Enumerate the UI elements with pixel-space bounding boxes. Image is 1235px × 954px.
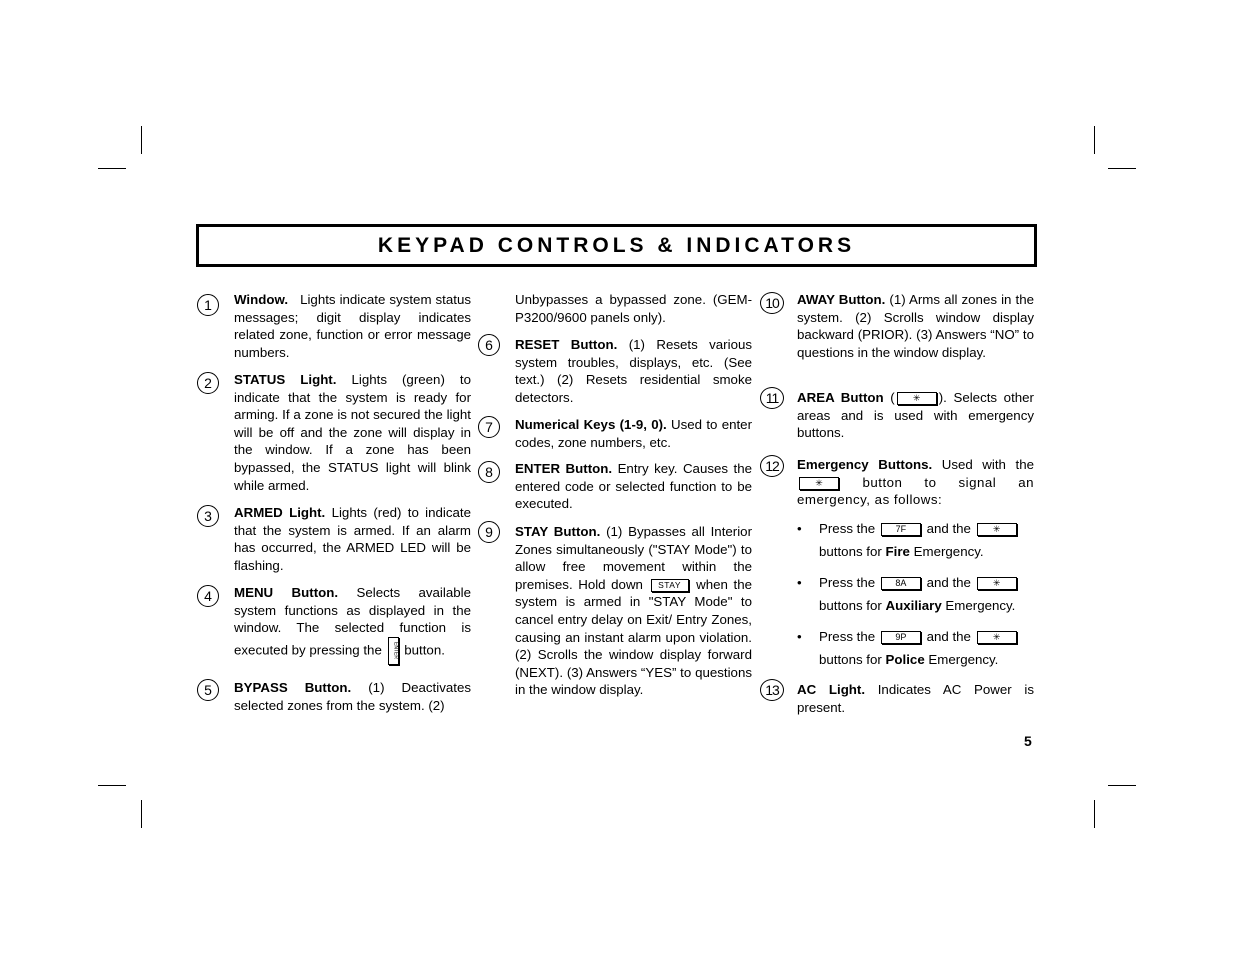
key-7-icon: 7F	[881, 523, 921, 536]
callout-number: 9	[478, 521, 500, 543]
item-bypass-button	[234, 679, 471, 714]
item-label: STAY Button.	[515, 524, 601, 539]
crop-mark	[1094, 800, 1095, 828]
item-window	[234, 291, 471, 361]
key-9-icon: 9P	[881, 631, 921, 644]
item-text: Used to enter codes, zone numbers, etc.	[515, 417, 753, 450]
item-text: (1) Deactivates selected zones from the system. (2)	[234, 680, 471, 713]
crop-mark	[98, 785, 126, 786]
item-text: Entry key. Causes the entered code or selected function to be executed.	[515, 461, 753, 512]
callout-number: 5	[197, 679, 219, 701]
item-label: AWAY Button.	[797, 292, 886, 307]
item-text: (1) Resets various system troubles, displays, etc. (See text.) (2) Resets residential smoke detectors.	[515, 337, 753, 405]
callout-number: 12	[760, 455, 784, 477]
item-text: (	[890, 390, 895, 405]
item-text: (1) Arms all zones in the system. (2) Scrolls window display backward (PRIOR). (3) Answers “NO” to questions in the window display.	[797, 292, 1034, 360]
star-key-icon: ✳	[897, 392, 937, 405]
item-text: Unbypasses a bypassed zone. (GEM-P3200/9600 panels only).	[515, 292, 752, 325]
callout-number: 2	[197, 372, 219, 394]
callout-number: 6	[478, 334, 500, 356]
item-bypass-continued	[515, 291, 752, 326]
item-label: Emergency Buttons.	[797, 457, 933, 472]
star-key-icon: ✳	[977, 631, 1017, 644]
stay-key-icon: STAY	[651, 579, 689, 592]
callout-number: 13	[760, 679, 784, 701]
list-item: • Press the 9P and the ✳ buttons for Police Emergency.	[797, 625, 1034, 671]
item-text-after: button to signal an emergency, as follows:	[797, 474, 1034, 508]
title-box	[196, 224, 1037, 267]
item-label: STATUS Light.	[234, 372, 337, 387]
item-label: AC Light.	[797, 682, 866, 697]
item-label: RESET Button.	[515, 337, 618, 352]
item-armed-light	[234, 504, 471, 574]
page-number: 5	[1024, 733, 1032, 749]
key-8-icon: 8A	[881, 577, 921, 590]
item-stay-button	[515, 523, 752, 699]
item-label: AREA Button	[797, 390, 884, 405]
item-area-button	[797, 389, 1034, 442]
item-text: (1) Bypasses all Interior Zones simultaneously ("STAY Mode") to allow free movement within the premises. Hold down	[515, 524, 752, 592]
star-key-icon: ✳	[977, 577, 1017, 590]
enter-key-icon: ENTER	[388, 637, 399, 665]
star-key-icon: ✳	[977, 523, 1017, 536]
crop-mark	[1108, 168, 1136, 169]
crop-mark	[1108, 785, 1136, 786]
item-menu-button	[234, 584, 471, 665]
crop-mark	[141, 126, 142, 154]
item-numerical-keys	[515, 416, 752, 451]
item-text: Lights (green) to indicate that the system is ready for arming. If a zone is not secured the light will be off and the zone will display in the window. If a zone has been bypassed, the STATUS light will blink while armed.	[234, 372, 471, 493]
list-item: • Press the 7F and the ✳ buttons for Fire Emergency.	[797, 517, 1034, 563]
emergency-list	[797, 517, 1034, 671]
callout-number: 11	[760, 387, 784, 409]
star-key-icon: ✳	[799, 477, 839, 490]
callout-number: 10	[760, 292, 784, 314]
callout-number: 4	[197, 585, 219, 607]
item-away-button	[797, 291, 1034, 361]
callout-number: 1	[197, 294, 219, 316]
item-text: Lights indicate system status messages; digit display indicates related zone, function or error message numbers.	[234, 292, 471, 360]
item-text-after: ). Selects other areas and is used with emergency buttons.	[797, 390, 1034, 441]
item-text-after: when the system is armed in "STAY Mode" to cancel entry delay on Exit/ Entry Zones, causing an instant alarm upon violation. (2) Scrolls the window display forward (NEXT). (3) Answers “YES” to questions in the window display.	[515, 576, 752, 698]
item-text: Selects available system functions as displayed in the window. The selected function is executed by pressing the	[234, 585, 471, 658]
item-label: BYPASS Button.	[234, 680, 352, 695]
item-label: Window.	[234, 292, 289, 307]
item-reset-button	[515, 336, 752, 406]
callout-number: 7	[478, 416, 500, 438]
item-label: Numerical Keys (1-9, 0).	[515, 417, 667, 432]
callout-number: 8	[478, 461, 500, 483]
item-ac-light	[797, 681, 1034, 716]
item-text: Used with the	[941, 457, 1034, 472]
item-label: MENU Button.	[234, 585, 339, 600]
crop-mark	[1094, 126, 1095, 154]
item-label: ARMED Light.	[234, 505, 326, 520]
callout-number: 3	[197, 505, 219, 527]
item-text: Indicates AC Power is present.	[797, 682, 1034, 715]
item-status-light	[234, 371, 471, 494]
page-title: KEYPAD CONTROLS & INDICATORS	[377, 234, 856, 257]
list-item: • Press the 8A and the ✳ buttons for Auxiliary Emergency.	[797, 571, 1034, 617]
item-text: Lights (red) to indicate that the system is armed. If an alarm has occurred, the ARMED LED will be flashing.	[234, 505, 471, 573]
item-text-after: button.	[404, 642, 445, 658]
item-emergency-buttons	[797, 456, 1034, 679]
item-enter-button	[515, 460, 752, 513]
crop-mark	[141, 800, 142, 828]
crop-mark	[98, 168, 126, 169]
item-label: ENTER Button.	[515, 461, 613, 476]
